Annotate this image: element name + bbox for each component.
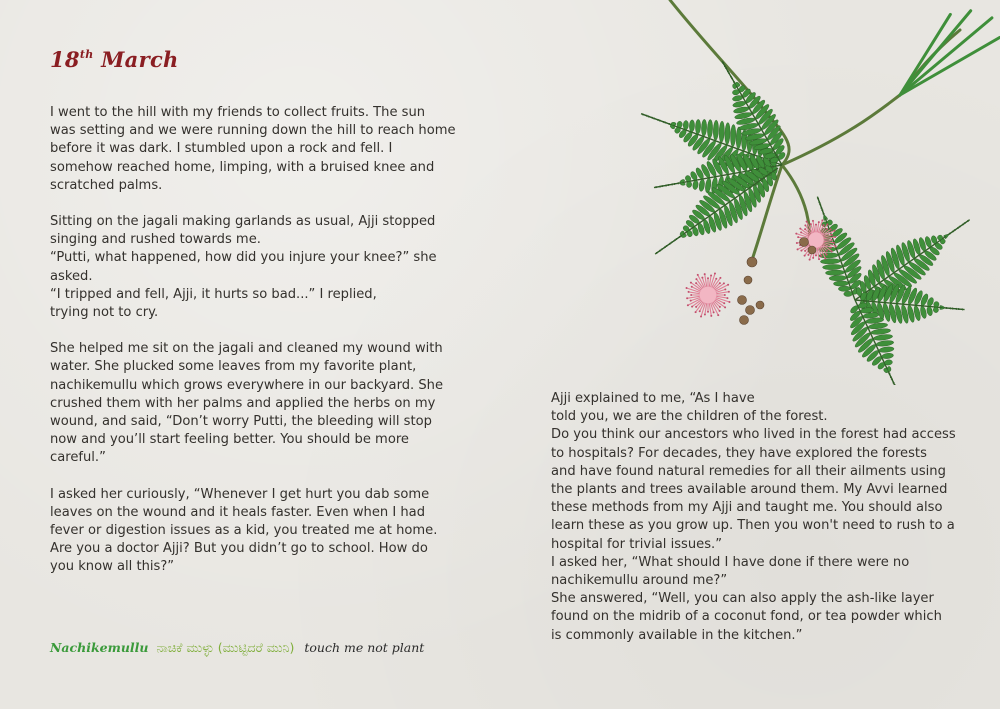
date-suffix: th	[79, 48, 94, 61]
paragraph: Ajji explained to me, “As I have told you, we are the children of the forest. Do you think our ancestors who lived in the forest had access to hospitals? For decades, they have explored the forests and have found natural remedies for all their ailments using the plants and trees available around them. My Avvi learned these methods from my Ajji and taught me. You should also learn these as you grow up. Then you won't need to rush to a hospital for trivial issues.” I asked her, “What should I have done if there were no nachikemullu around me?” She answered, “Well, you can also apply the ash-like layer found on the midrib of a coconut fond, or tea powder which is commonly available in the kitchen.”	[551, 391, 956, 643]
right-text-column	[551, 390, 961, 663]
mimosa-plant-illustration	[520, 0, 1000, 385]
date-day: 18	[50, 47, 80, 72]
paragraph: Sitting on the jagali making garlands as usual, Ajji stopped singing and rushed towards me. “Putti, what happened, how did you injure your knee?” she asked. “I tripped and fell, Ajji, it hurts so bad...” I replied, trying not to cry.	[50, 214, 437, 321]
flower-left	[686, 273, 731, 318]
caption-kannada-name: ನಾಚಿಕೆ ಮುಳ್ಳು (ಮುಟ್ಟಿದರೆ ಮುನಿ)	[156, 640, 295, 655]
plant-caption	[50, 640, 424, 656]
paragraph: I went to the hill with my friends to collect fruits. The sun was setting and we were running down the hill to reach home before it was dark. I stumbled upon a rock and fell. I somehow reached home, limping, with a bruised knee and scratched palms.	[50, 105, 456, 193]
caption-translation: touch me not plant	[304, 640, 425, 655]
leaflet	[900, 11, 971, 95]
caption-english-name: Nachikemullu	[50, 640, 149, 655]
paragraph: I asked her curiously, “Whenever I get hurt you dab some leaves on the wound and it heals faster. Even when I had fever or digestion issues as a kid, you treated me at home. Are you a doctor Ajji? But you didn’t go to school. How do you know all this?”	[50, 486, 438, 575]
leaflet	[900, 14, 950, 95]
leaflet	[900, 38, 1000, 96]
paragraph: She helped me sit on the jagali and cleaned my wound with water. She plucked some leaves from my favorite plant, nachikemullu which grows everywhere in our backyard. She crushed them with her palms and applied the herbs on my wound, and said, “Don’t worry Putti, the bleeding will stop now and you’ll start feeling better. You should be more careful.”	[50, 341, 444, 466]
date-month: March	[101, 47, 179, 72]
leaflet	[900, 18, 992, 95]
diary-date	[50, 47, 179, 72]
left-text-column	[50, 104, 460, 595]
